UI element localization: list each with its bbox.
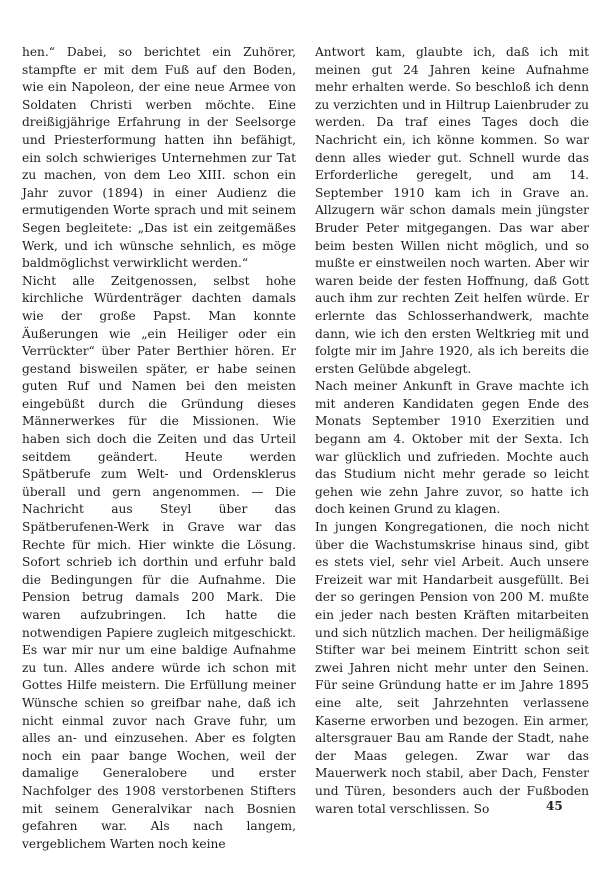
text-column-left	[22, 44, 296, 853]
paragraph: Antwort kam, glaubte ich, daß ich mit meinen gut 24 Jahren keine Aufnahme mehr erhalten werde. So beschloß ich denn zu verzichten und in Hiltrup Laienbruder zu werden. Da traf eines Tages doch die Nachricht ein, ich könne kommen. So war denn alles wieder gut. Schnell wurde das Erforderliche geregelt, und am 14. September 1910 kam ich in Grave an. Allzugern wär schon damals mein jüngster Bruder Peter mitgegangen. Das war aber beim besten Willen nicht möglich, und so mußte er einstweilen noch warten. Aber wir waren beide der festen Hoffnung, daß Gott auch ihm zur rechten Zeit helfen würde. Er erlernte das Schlosserhandwerk, machte dann, wie ich den ersten Weltkrieg mit und folgte mir im Jahre 1920, als ich bereits die ersten Gelübde abgelegt.	[315, 45, 589, 376]
page-number: 45	[546, 799, 563, 813]
paragraph: In jungen Kongregationen, die noch nicht über die Wachstumskrise hinaus sind, gibt es stets viel, sehr viel Arbeit. Auch unsere Freizeit war mit Handarbeit ausgefüllt. Bei der so geringen Pension von 200 M. mußte ein jeder nach besten Kräften mitarbeiten und sich nützlich machen. Der heiligmäßige Stifter war bei meinem Eintritt schon seit zwei Jahren nicht mehr unter den Seinen. Für seine Gründung hatte er im Jahre 1895 eine alte, seit Jahrzehnten verlassene Kaserne erworben und bezogen. Ein armer, altersgrauer Bau am Rande der Stadt, nahe der Maas gelegen. Zwar war das Mauerwerk noch stabil, aber Dach, Fenster und Türen, besonders auch der Fußboden waren total verschlissen. So	[315, 520, 589, 816]
text-column-right	[315, 44, 589, 818]
paragraph: Nach meiner Ankunft in Grave machte ich mit anderen Kandidaten gegen Ende des Monats September 1910 Exerzitien und begann am 4. Oktober mit der Sexta. Ich war glücklich und zufrieden. Mochte auch das Studium nicht mehr gerade so leicht gehen wie zehn Jahre zuvor, so hatte ich doch keinen Grund zu klagen.	[315, 379, 589, 517]
paragraph: Nicht alle Zeitgenossen, selbst hohe kirchliche Würdenträger dachten damals wie der große Papst. Man konnte Äußerungen wie „ein Heiliger oder ein Verrückter“ über Pater Berthier hören. Er gestand bisweilen später, er habe seinen guten Ruf und Namen bei den meisten eingebüßt durch die Gründung dieses Männerwerkes für die Missionen. Wie haben sich doch die Zeiten und das Urteil seitdem geändert. Heute werden Spätberufe zum Welt- und Ordensklerus überall und gern angenommen. — Die Nachricht aus Steyl über das Spätberufenen-Werk in Grave war das Rechte für mich. Hier winkte die Lösung. Sofort schrieb ich dorthin und erfuhr bald die Bedingungen für die Aufnahme. Die Pension betrug damals 200 Mark. Die waren aufzubringen. Ich hatte die notwendigen Papiere zugleich mitgeschickt. Es war mir nur um eine baldige Aufnahme zu tun. Alles andere würde ich schon mit Gottes Hilfe meistern. Die Erfüllung meiner Wünsche schien so greifbar nahe, daß ich nicht einmal zuvor nach Grave fuhr, um alles an- und einzusehen. Aber es folgten noch ein paar bange Wochen, weil der damalige Generalobere und erster Nachfolger des 1908 verstorbenen Stifters mit seinem Generalvikar nach Bosnien gefahren war. Als nach langem, vergeblichem Warten noch keine	[22, 273, 296, 851]
paragraph: hen.“ Dabei, so berichtet ein Zuhörer, stampfte er mit dem Fuß auf den Boden, wie ein Napoleon, der eine neue Armee von Soldaten Christi werben möchte. Eine dreißigjährige Erfahrung in der Seelsorge und Priesterformung hatten ihn befähigt, ein solch schwieriges Unternehmen zur Tat zu machen, von dem Leo XIII. schon ein Jahr zuvor (1894) in einer Audienz die ermutigenden Worte sprach und mit seinem Segen begleitete: „Das ist ein zeitgemäßes Werk, und ich wünsche sehnlich, es möge baldmöglichst verwirklicht werden.“	[22, 45, 296, 271]
